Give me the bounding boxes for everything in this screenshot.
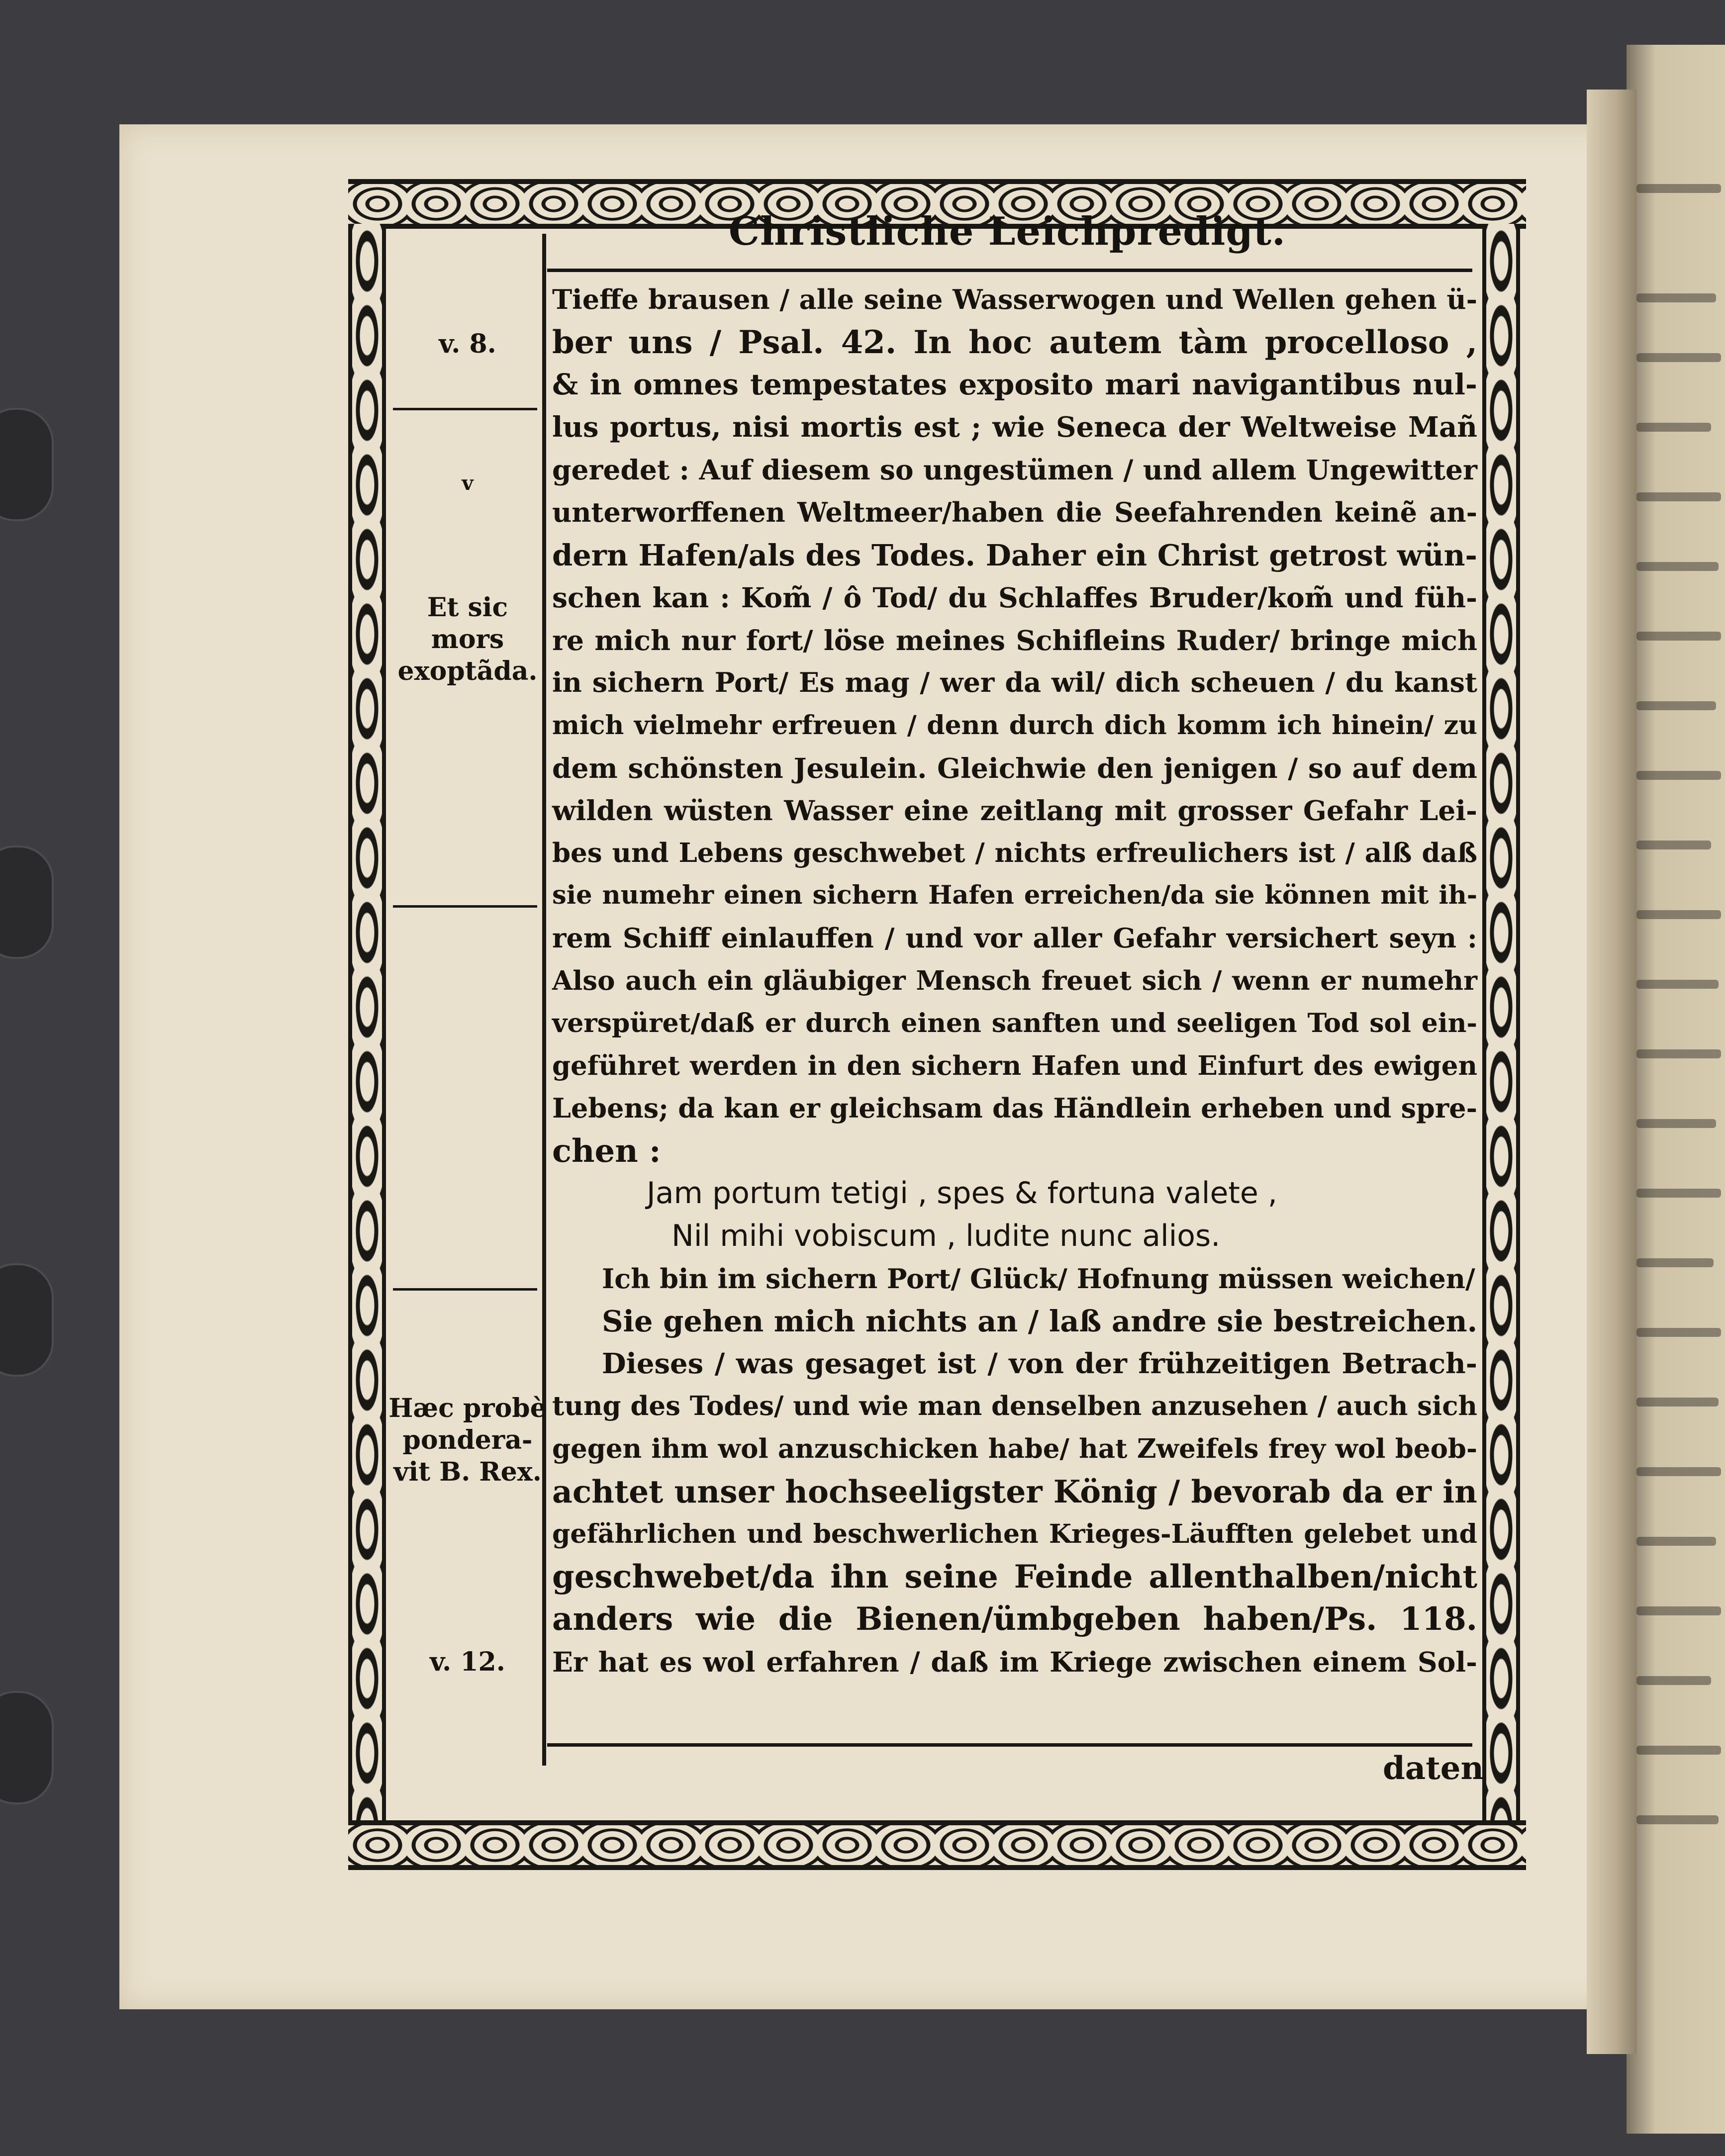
text-line: tung des Todes/ und wie man denselben anzusehen / auch sich — [552, 1391, 1477, 1422]
running-title: Christliche Leichpredigt. — [728, 209, 1286, 254]
margin-note-line: Et sic mors — [427, 592, 508, 655]
text-line: re mich nur fort/ löse meines Schifleins Ruder/ bringe mich — [552, 624, 1477, 656]
margin-column-rule — [542, 234, 546, 1766]
text-line: gefährlichen und beschwerlichen Krieges-Läufften gelebet und — [552, 1519, 1477, 1550]
text-line: mich vielmehr erfreuen / denn durch dich komm ich hinein/ zu — [552, 710, 1477, 741]
verse-line-german: Ich bin im sichern Port/ Glück/ Hofnung müssen weichen/ — [602, 1262, 1475, 1295]
text-line: schen kan : Kom̃ / ô Tod/ du Schlaffes Bruder/kom̃ und füh- — [552, 581, 1477, 614]
text-line: bes und Lebens geschwebet / nichts erfreulichers ist / alß daß — [552, 837, 1477, 868]
verse-line-german: Sie gehen mich nichts an / laß andre sie bestreichen. — [602, 1304, 1478, 1339]
binding-holes — [0, 0, 60, 2156]
text-line: Also auch ein gläubiger Mensch freuet sich / wenn er numehr — [552, 965, 1477, 996]
main-text-block — [552, 279, 1477, 1684]
text-line: rem Schiff einlauffen / und vor aller Gefahr versichert seyn : — [552, 922, 1477, 954]
margin-note-line: pondera- — [402, 1425, 533, 1455]
text-line: anders wie die Bienen/ümbgeben haben/Ps. 118. — [552, 1600, 1477, 1638]
text-line: geschwebet/da ihn seine Feinde allenthalben/nicht — [552, 1558, 1477, 1595]
text-line: sie numehr einen sichern Hafen erreichen/da sie können mit ih- — [552, 880, 1477, 911]
binding-hole — [0, 1691, 54, 1804]
adjacent-page-edge — [1627, 45, 1725, 2134]
margin-note-line: exoptãda. — [397, 656, 538, 686]
margin-rule — [393, 905, 537, 908]
footer-rule — [547, 1743, 1472, 1747]
ornament-border-left — [348, 224, 386, 1820]
margin-note-line: vit B. Rex. — [393, 1457, 542, 1487]
text-line: gegen ihm wol anzuschicken habe/ hat Zweifels frey wol beob- — [552, 1433, 1477, 1465]
text-line: & in omnes tempestates exposito mari navigantibus nul- — [552, 368, 1477, 402]
text-line: lus portus, nisi mortis est ; wie Seneca der Weltweise Mañ — [552, 410, 1477, 444]
text-line: ber uns / Psal. 42. In hoc autem tàm procelloso , — [552, 323, 1477, 361]
margin-rule — [393, 408, 537, 410]
binding-hole — [0, 1263, 54, 1377]
text-line: chen : — [552, 1132, 661, 1170]
margin-rule — [393, 1288, 537, 1291]
text-line: Tieffe brausen / alle seine Wasserwogen und Wellen gehen ü- — [552, 283, 1477, 315]
text-line: verspüret/daß er durch einen sanften und seeligen Tod sol ein- — [552, 1008, 1477, 1039]
binding-hole — [0, 408, 54, 521]
verse-line-latin: Nil mihi vobiscum , ludite nunc alios. — [671, 1219, 1221, 1254]
margin-note-mark: v — [462, 471, 474, 495]
book-gutter — [1587, 90, 1636, 2054]
text-line: dern Hafen/als des Todes. Daher ein Christ getrost wün- — [552, 538, 1477, 572]
text-line: unterworffenen Weltmeer/haben die Seefahrenden keinẽ an- — [552, 496, 1477, 528]
margin-note-v12: v. 12. — [430, 1647, 505, 1677]
text-line: geführet werden in den sichern Hafen und Einfurt des ewigen — [552, 1050, 1477, 1081]
text-line: in sichern Port/ Es mag / wer da wil/ dich scheuen / du kanst — [552, 666, 1477, 699]
ornament-border-bottom — [348, 1820, 1526, 1870]
text-line: Er hat es wol erfahren / daß im Kriege zwischen einem Sol- — [552, 1646, 1477, 1678]
margin-note-line: Hæc probè — [388, 1393, 547, 1423]
margin-note-v8: v. 8. — [439, 329, 496, 359]
catchword: daten — [1383, 1750, 1484, 1787]
margin-note-haec — [388, 1393, 547, 1488]
verse-line-latin: Jam portum tetigi , spes & fortuna valete , — [647, 1176, 1277, 1211]
binding-hole — [0, 845, 54, 959]
ornament-border-right — [1482, 224, 1520, 1820]
text-line: dem schönsten Jesulein. Gleichwie den jenigen / so auf dem — [552, 751, 1477, 784]
margin-note-et-sic — [388, 592, 547, 687]
text-line: achtet unser hochseeligster König / bevorab da er in — [552, 1473, 1477, 1510]
text-line: Dieses / was gesaget ist / von der frühzeitigen Betrach- — [602, 1347, 1477, 1380]
text-line: Lebens; da kan er gleichsam das Händlein erheben und spre- — [552, 1092, 1477, 1125]
text-line: geredet : Auf diesem so ungestümen / und allem Ungewitter — [552, 454, 1477, 486]
text-line: wilden wüsten Wasser eine zeitlang mit grosser Gefahr Lei- — [552, 794, 1477, 827]
header-rule — [547, 269, 1472, 272]
